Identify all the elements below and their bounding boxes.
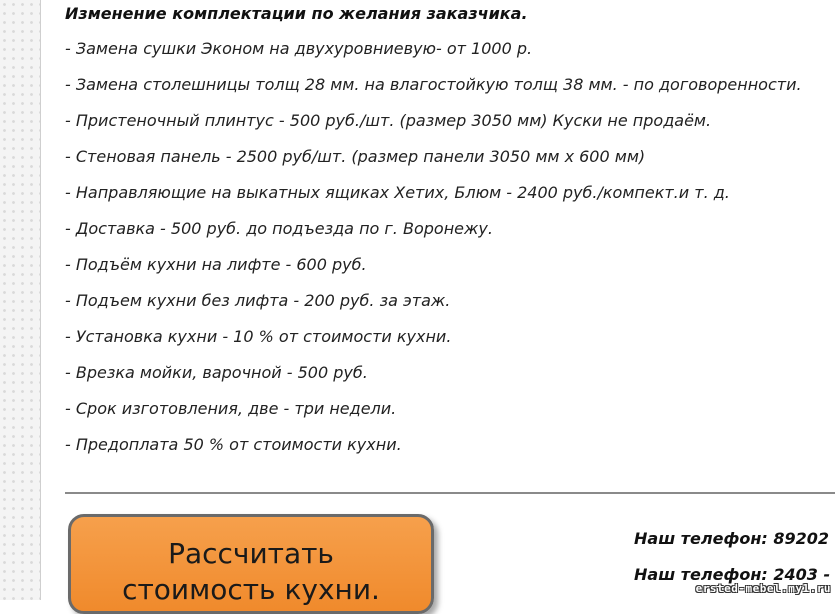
list-item: - Замена сушки Эконом на двухуровниевую- от 1000 р.	[65, 39, 533, 58]
options-list	[65, 38, 802, 470]
calculate-button-line-1: Рассчитать	[168, 537, 334, 570]
list-item: - Подъём кухни на лифте - 600 руб.	[65, 255, 367, 274]
left-border-line	[40, 0, 41, 600]
phone-line-1: Наш телефон: 89202	[634, 529, 829, 548]
list-item: - Врезка мойки, варочной - 500 руб.	[65, 363, 368, 382]
list-item: - Срок изготовления, две - три недели.	[65, 399, 397, 418]
horizontal-divider	[65, 492, 835, 494]
list-item: - Направляющие на выкатных ящиках Хетих, Блюм - 2400 руб./компект.и т. д.	[65, 183, 730, 202]
list-item: - Пристеночный плинтус - 500 руб./шт. (размер 3050 мм) Куски не продаём.	[65, 111, 712, 130]
list-item: - Стеновая панель - 2500 руб/шт. (размер панели 3050 мм х 600 мм)	[65, 147, 646, 166]
list-item: - Подъем кухни без лифта - 200 руб. за этаж.	[65, 291, 451, 310]
calculate-button-line-2: стоимость кухни.	[122, 573, 380, 606]
site-watermark: ersted-mebel.my1.ru	[695, 582, 831, 595]
list-item: - Замена столешницы толщ 28 мм. на влагостойкую толщ 38 мм. - по договоренности.	[65, 75, 802, 94]
section-heading: Изменение комплектации по желания заказчика.	[65, 4, 528, 23]
calculate-kitchen-cost-button[interactable]	[68, 514, 434, 614]
list-item: - Предоплата 50 % от стоимости кухни.	[65, 435, 402, 454]
phone-line-2: Наш телефон: 2403 -	[634, 565, 831, 584]
left-pattern-background	[0, 0, 40, 600]
list-item: - Доставка - 500 руб. до подъезда по г. Воронежу.	[65, 219, 493, 238]
list-item: - Установка кухни - 10 % от стоимости кухни.	[65, 327, 452, 346]
